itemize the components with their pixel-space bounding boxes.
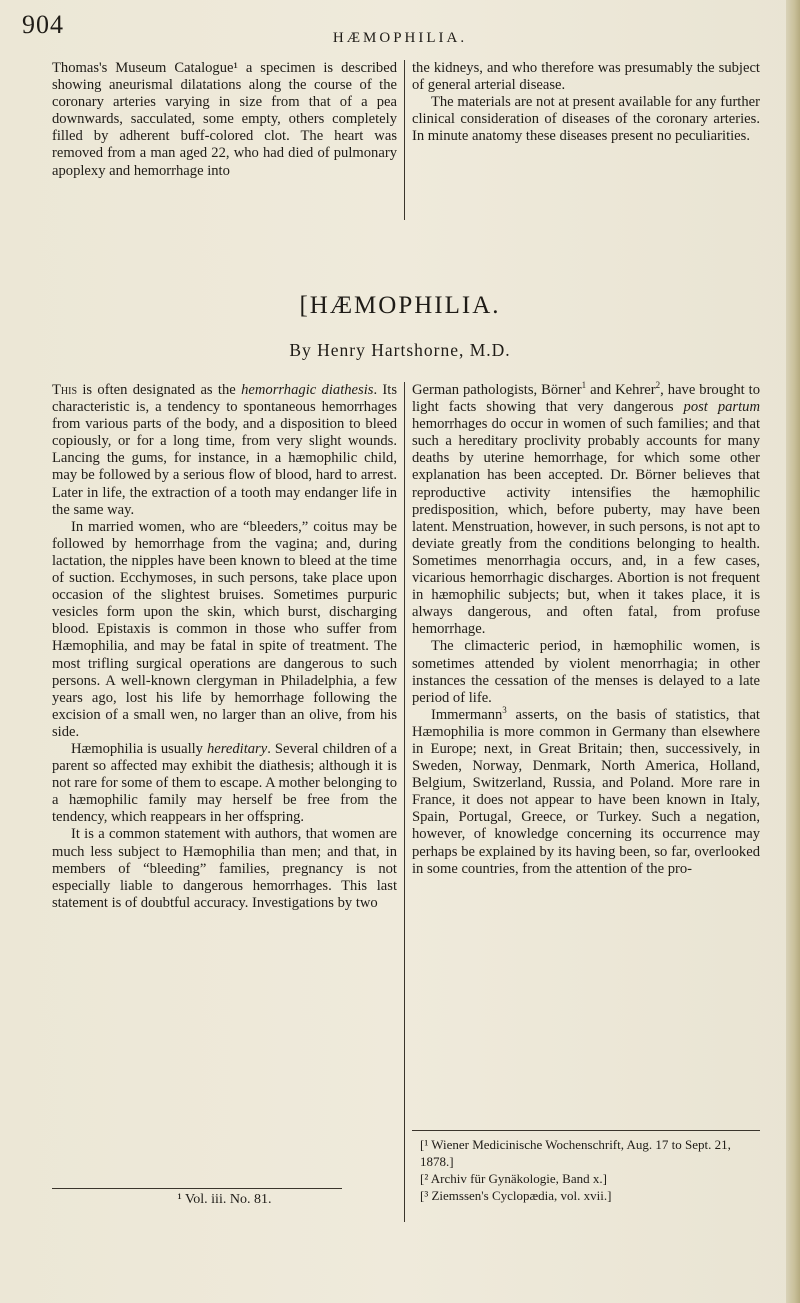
footnote-left: ¹ Vol. iii. No. 81.: [177, 1192, 272, 1207]
paragraph: Immermann$^3$ asserts, on the basis of statistics, that Hæmophilia is more common in Germany than elsewhere in Europe; next, in Great Britain; then, successively, in Sweden, Norway, Denmark, North America, Holland, Belgium, Switzerland, Russia, and Poland. More rare in France, it does not appear to have been known in Italy, Spain, Portugal, Greece, or Turkey. Such a negation, however, of knowledge concerning its occurrence may perhaps be explained by its having been, so far, overlooked in some countries, from the attention of the pro-: [412, 704, 760, 877]
continued-paragraph-end: the kidneys, and who therefore was presumably the subject of general arterial disease.: [412, 60, 760, 94]
paragraph: The materials are not at present available for any further clinical consideration of diseases of the coronary arteries. In minute anatomy these diseases present no peculiarities.: [412, 94, 760, 145]
paragraph: German pathologists, Börner$^1$ and Kehrer$^2$, have brought to light facts showing that very dangerous post partum hemorrhages do occur in women of such families; and that such a hereditary proclivity probably accounts for many deaths by uterine hemorrhage, for which some other explanation has been accepted. Dr. Börner believes that reproductive activity intensifies the hæmophilic predisposition, which, before puberty, may have been latent. Menstruation, however, in such persons, is not apt to deviate greatly from the conditions belonging to health. Sometimes menorrhagia occurs, and, in a few cases, vicarious hemorrhagic discharges. Abortion is not frequent in hæmophilic subjects; but, when it takes place, it is always dangerous, and often fatal, from profuse hemorrhage.: [412, 380, 760, 638]
paragraph: In married women, who are “bleeders,” coitus may be followed by hemorrhage from the vagina; and, during lactation, the nipples have been known to bleed at the time of suction. Ecchymoses, in such persons, take place upon occasion of the slightest bruises. Sometimes purpuric vesicles form upon the skin, which burst, discharging blood. Epistaxis is common in those who suffer from Hæmophilia, and may be fatal in spite of treatment. The most trifling surgical operations are dangerous to such persons. A well-known clergyman in Philadelphia, a few years ago, lost his life by hemorrhage following the excision of a small wen, no larger than an olive, from his side.: [52, 518, 397, 740]
footnote-rule-left: [52, 1188, 342, 1189]
continued-paragraph: Thomas's Museum Catalogue¹ a specimen is described showing aneurismal dilatations along the course of the coronary arteries varying in size from that of a pea downwards, sacculated, some empty, others completely filled by adherent buff-colored clot. The heart was removed from a man aged 22, who had died of pulmonary apoplexy and hemorrhage into: [52, 60, 397, 179]
article-title: [HÆMOPHILIA.: [299, 292, 501, 319]
footnote-3: [³ Ziemssen's Cyclopædia, vol. xvii.]: [420, 1188, 612, 1203]
paragraph-intro: This is often designated as the hemorrhagic diathesis. Its characteristic is, a tendency to spontaneous hemorrhages from various parts of the body, and a disposition to bleed copiously, or for a long time, from very slight wounds. Lancing the gums, for instance, in a hæmophilic child, may be followed by a serious flow of blood, hard to arrest. Later in life, the extraction of a tooth may endanger life in the same way.: [52, 382, 398, 518]
top-left-column: [52, 60, 397, 180]
footnote-rule-right: [412, 1130, 760, 1131]
footnote-1: [¹ Wiener Medicinische Wochenschrift, Aug. 17 to Sept. 21, 1878.]: [420, 1137, 731, 1169]
main-left-column: [52, 382, 397, 912]
column-divider-top: [404, 60, 405, 220]
page-number: 904: [22, 10, 64, 39]
article-byline: By Henry Hartshorne, M.D.: [289, 340, 511, 360]
page-edge-shadow: [786, 0, 800, 1303]
paragraph: Hæmophilia is usually hereditary. Several children of a parent so affected may exhibit the diathesis; although it is not rare for some of them to escape. A mother belonging to a hæmophilic family may herself be free from the tendency, which reappears in her offspring.: [52, 740, 397, 826]
column-divider-main: [404, 382, 405, 1222]
footnotes-right: [412, 1136, 760, 1204]
main-right-column: [412, 382, 760, 878]
top-right-column: [412, 60, 760, 145]
paragraph: The climacteric period, in hæmophilic women, is sometimes attended by violent menorrhagia; in other instances the cessation of the menses is delayed to a late period of life.: [412, 638, 760, 706]
paragraph: It is a common statement with authors, that women are much less subject to Hæmophilia than men; and that, in members of “bleeding” families, pregnancy is not especially liable to dangerous hemorrhages. This last statement is of doubtful accuracy. Investigations by two: [52, 826, 397, 911]
footnote-2: [² Archiv für Gynäkologie, Band x.]: [420, 1171, 607, 1186]
running-head: HÆMOPHILIA.: [332, 30, 468, 46]
